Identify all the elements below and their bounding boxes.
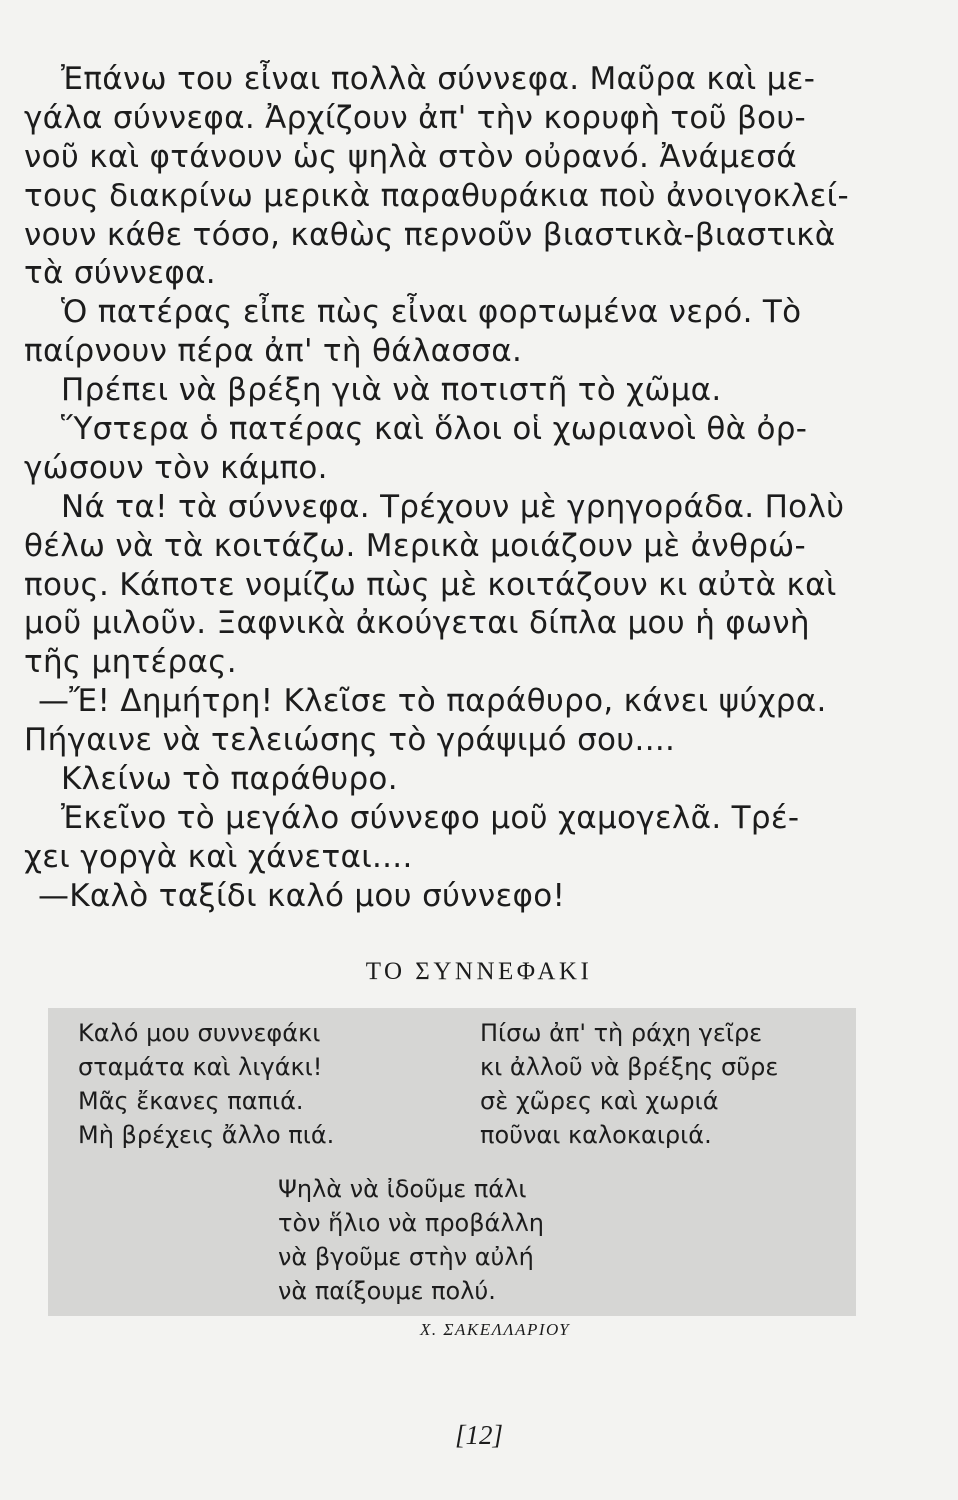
poem-title: ΤΟ ΣΥΝΝΕΦΑΚΙ [365,958,593,985]
poem-box [48,1008,856,1316]
prose-line: τῆς μητέρας. [24,644,237,681]
poem-line: τὸν ἥλιο νὰ προβάλλη [278,1209,544,1237]
poem-line: Μὴ βρέχεις ἄλλο πιά. [78,1121,335,1149]
prose-line: χει γοργὰ καὶ χάνεται.... [24,838,413,875]
prose-line: Νά τα! τὰ σύννεφα. Τρέχουν μὲ γρηγοράδα. Πολὺ [61,488,845,525]
prose-line: τὰ σύννεφα. [24,255,216,292]
poem-line: ποῦναι καλοκαιριά. [480,1121,712,1149]
prose-line: τους διακρίνω μερικὰ παραθυράκια ποὺ ἀνοιγοκλεί- [24,177,849,214]
prose-line: Ἐπάνω του εἶναι πολλὰ σύννεφα. Μαῦρα καὶ με- [61,61,816,97]
stanza-left [78,1016,334,1152]
poem-line: κι ἀλλοῦ νὰ βρέξης σῦρε [480,1053,779,1081]
poem-line: Καλό μου συννεφάκι [78,1019,321,1047]
prose-line: Πήγαινε νὰ τελειώσης τὸ γράψιμό σου.... [24,722,676,759]
prose-line: πους. Κάποτε νομίζω πὼς μὲ κοιτάζουν κι αὐτὰ καὶ [24,566,837,603]
poem-author: Χ. ΣΑΚΕΛΛΑΡΙΟΥ [420,1320,571,1339]
prose-line: νοῦ καὶ φτάνουν ὡς ψηλὰ στὸν οὐρανό. Ἀνάμεσά [24,138,797,175]
poem-line: Μᾶς ἔκανες παπιά. [78,1087,304,1115]
poem-line: Ψηλὰ νὰ ἰδοῦμε πάλι [278,1175,527,1203]
stanza-right [480,1016,778,1152]
prose-line: νουν κάθε τόσο, καθὼς περνοῦν βιαστικὰ-βιαστικὰ [24,216,836,253]
prose-line: μοῦ μιλοῦν. Ξαφνικὰ ἀκούγεται δίπλα μου ἡ φωνὴ [24,605,810,642]
prose-text [24,60,894,916]
prose-line: Κλείνω τὸ παράθυρο. [61,761,398,798]
poem-line: σὲ χῶρες καὶ χωριά [480,1087,719,1115]
poem-line: Πίσω ἀπ' τὴ ράχη γεῖρε [480,1019,763,1047]
poem-line: νὰ βγοῦμε στὴν αὐλή [278,1243,534,1271]
prose-line: γάλα σύννεφα. Ἀρχίζουν ἀπ' τὴν κορυφὴ τοῦ βου- [24,99,807,136]
prose-line: —Ἔ! Δημήτρη! Κλεῖσε τὸ παράθυρο, κάνει ψύχρα. [38,683,827,720]
stanza-center [278,1172,544,1308]
prose-line: παίρνουν πέρα ἀπ' τὴ θάλασσα. [24,333,523,370]
prose-line: γώσουν τὸν κάμπο. [24,449,328,486]
poem-line: νὰ παίξουμε πολύ. [278,1277,496,1305]
poem-line: σταμάτα καὶ λιγάκι! [78,1053,323,1081]
prose-line: —Καλὸ ταξίδι καλό μου σύννεφο! [38,877,566,914]
prose-line: Ὁ πατέρας εἶπε πὼς εἶναι φορτωμένα νερό. Τὸ [61,294,802,331]
prose-line: Ὕστερα ὁ πατέρας καὶ ὅλοι οἱ χωριανοὶ θὰ ὀρ- [61,411,808,448]
page-number: [12] [454,1420,503,1450]
prose-line: Ἐκεῖνο τὸ μεγάλο σύννεφο μοῦ χαμογελᾶ. Τρέ- [61,799,800,836]
prose-line: Πρέπει νὰ βρέξη γιὰ νὰ ποτιστῆ τὸ χῶμα. [61,372,722,409]
prose-line: θέλω νὰ τὰ κοιτάζω. Μερικὰ μοιάζουν μὲ ἀνθρώ- [24,527,806,564]
